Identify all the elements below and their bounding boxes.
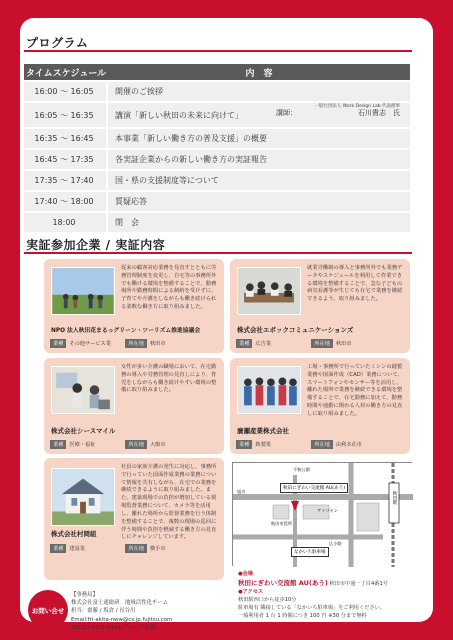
contact-badge: お問い合せ — [28, 590, 68, 630]
schedule-content: 開催のご挨拶 — [108, 82, 410, 101]
companies-title: 実証参加企業 / 実証内容 — [26, 238, 166, 252]
access-line: 駐車場有 隣接している「なかいち駐車場」をご利用ください。 — [238, 605, 385, 612]
company-description: 工場・事務所で行っていたミシンの縫製業務や図面作成（CAD）業務について、スマートフォンやセンサー等を活用し、離れた場所で業務を継続できる環境を整備することで、在宅勤務に加えて、勤務時間や通勤に関わる人材の働き方の見直しに取り組みました。 — [307, 364, 403, 417]
company-name: 株式会社村岡組 — [51, 530, 97, 538]
schedule-time: 17:35 ～ 17:40 — [24, 171, 108, 190]
access-map — [232, 462, 412, 566]
schedule-header-content: 内 容 — [108, 64, 410, 80]
map-parking-label: なかいち駐車場 — [291, 547, 329, 557]
schedule-time: 16:45 ～ 17:35 — [24, 150, 108, 169]
contact-phone: TEL:03-5401-8404(グループ直通) — [71, 624, 157, 631]
company-industry: 鋳製業 — [255, 442, 271, 448]
speaker-label: 講師： — [276, 109, 297, 117]
map-river-label: 旭川 — [237, 489, 246, 494]
schedule-time: 16:05 ～ 16:35 — [24, 103, 108, 127]
company-description: 女性が多い介護の職場において、在宅勤務の導入や労務管理の見直しにより、育児をしながらも働き続けやすい環境の整備に取り組みました。 — [121, 364, 217, 394]
contact-line: 担当：齋藤 / 坂倉 / 長谷川 — [71, 608, 136, 615]
care-photo — [51, 366, 115, 414]
company-meta — [236, 440, 362, 449]
industry-tag: 業種 — [236, 339, 252, 348]
schedule-content: 国・県の支援制度等について — [108, 171, 410, 190]
program-title: プログラム — [26, 36, 89, 50]
company-name: 廣瀬産業株式会社 — [237, 427, 289, 435]
schedule-content: 本事業「新しい働き方の普及支援」の概要 — [108, 129, 410, 148]
contact-line: 株式会社富士通総研 地域活性化チーム — [71, 600, 169, 607]
location-tag: 所在地 — [125, 440, 147, 449]
company-meta — [50, 544, 166, 553]
company-industry: 広告業 — [255, 341, 271, 347]
companies-title-rule — [24, 252, 412, 254]
schedule-time: 18:00 — [24, 213, 108, 232]
venue-label: ●会場 — [238, 571, 253, 577]
company-location: 大館市 — [149, 442, 166, 448]
speaker-block — [314, 104, 400, 117]
company-card — [230, 358, 410, 454]
schedule-content: 各実証企業からの新しい働き方の実証報告 — [108, 150, 410, 169]
contact-email[interactable]: Email:fri-akita-nww@cs.jp.fujitsu.com — [71, 616, 173, 623]
industry-tag: 業種 — [236, 440, 252, 449]
schedule-time: 16:35 ～ 16:45 — [24, 129, 108, 148]
schedule-time: 16:00 ～ 16:05 — [24, 82, 108, 101]
schedule-row — [24, 150, 410, 169]
company-description: 従来の顧客対応業務を見直すとともに労務管理制度を変更し、自宅等の事務所外でも働ける環境を整備することで、勤務場所や勤務時間による制約を受けずに、子育てや介護をしながらも働き続けられる柔軟な働き方に取り組みました。 — [121, 265, 217, 311]
access-info — [238, 570, 412, 620]
contact-line: 【事務局】 — [71, 592, 98, 598]
location-tag: 所在地 — [311, 339, 333, 348]
schedule-content: 講演「新しい秋田の未来に向けて」 — [115, 110, 243, 120]
company-card — [44, 358, 224, 454]
company-description: 就業労働制の導入と事務所外でも業務データやスケジュールを利用して作業できる環境を整備することで、急な子どもの病気看護等が生じても在宅で業務を継続できるよう、取り組みました。 — [307, 265, 403, 303]
schedule-row — [24, 82, 410, 101]
industry-tag: 業種 — [50, 339, 66, 348]
map-station-label: 秋田駅 — [392, 491, 397, 505]
schedule-table — [24, 62, 410, 234]
schedule-row — [24, 103, 410, 127]
schedule-row — [24, 129, 410, 148]
company-location: 秋田市 — [335, 341, 352, 347]
company-name: NPO 法人秋田花まるっグリーン・ツーリズム推進協議会 — [51, 328, 201, 334]
schedule-content: 質疑応答 — [108, 192, 410, 211]
company-name: 株式会社シースマイル — [51, 427, 116, 435]
speaker-org: 一般社団法人 Work Design Lab 代表理事 — [314, 104, 400, 109]
map-park-label: 千秋公園 — [293, 467, 310, 472]
venue-line — [238, 578, 412, 588]
speaker-name: 石川貴志 氏 — [358, 109, 400, 118]
map-area-label: アトリオン — [317, 508, 338, 513]
schedule-header-time: タイムスケジュール — [24, 64, 108, 80]
industry-tag: 業種 — [50, 544, 66, 553]
schedule-row — [24, 192, 410, 211]
company-card — [44, 259, 224, 353]
company-industry: その他サービス業 — [69, 341, 111, 347]
company-meta — [50, 339, 166, 348]
meeting-photo — [237, 267, 301, 315]
schedule-time: 17:40 ～ 18:00 — [24, 192, 108, 211]
industry-tag: 業種 — [50, 440, 66, 449]
farm-photo — [51, 267, 115, 315]
schedule-content: 閉 会 — [108, 213, 410, 232]
access-label: ●アクセス — [238, 589, 264, 596]
schedule-content-lecture — [108, 103, 410, 127]
map-street-label: 広小路 — [329, 541, 342, 546]
venue-address: 秋田市中通一丁目4番1号 — [329, 581, 388, 588]
staff-photo — [237, 366, 301, 414]
company-card — [230, 259, 410, 353]
location-tag: 所在地 — [311, 440, 333, 449]
house-photo — [51, 468, 115, 526]
location-tag: 所在地 — [125, 544, 147, 553]
company-meta — [236, 339, 352, 348]
company-industry: 医療・福祉 — [69, 442, 96, 448]
company-meta — [50, 440, 166, 449]
schedule-row — [24, 213, 410, 232]
company-location: 秋田市 — [149, 341, 166, 347]
schedule-row — [24, 171, 410, 190]
map-venue-label: 秋田にぎわい交流館 AU(あう) — [280, 483, 348, 493]
company-card — [44, 458, 224, 580]
location-tag: 所在地 — [125, 339, 147, 348]
program-title-rule — [24, 50, 412, 52]
contact-info — [71, 591, 172, 632]
company-location: 由利本荘市 — [335, 442, 362, 448]
company-description: 社員の家族介護の発生に対応し、事務所で行っていた図面作成業務の業務について情報を共有しながら、在宅での業務を継続できるように取り組みました。また、建築現場での負担が増加している現場監督業務について、カメラ等を活用し、離れた場所から監督業務を行う体制を整備することで、複数の現場の巡回に伴う時間や負担を軽減する働き方の見直しにチャレンジしています。 — [121, 464, 217, 541]
access-line: 秋田駅西口から徒歩10分 — [238, 597, 297, 604]
access-line: 一般利用者 1 台 1 時間につき 100 円 ※30 分まで無料 — [238, 613, 367, 620]
company-industry: 建設業 — [69, 546, 85, 552]
map-cityhall-label: 秋田市役所 — [271, 521, 292, 526]
company-name: 株式会社エポックコミュニケーションズ — [237, 326, 354, 334]
company-location: 横手市 — [149, 546, 166, 552]
venue-name: 秋田にぎわい交流館 AU(あう) — [238, 579, 328, 588]
